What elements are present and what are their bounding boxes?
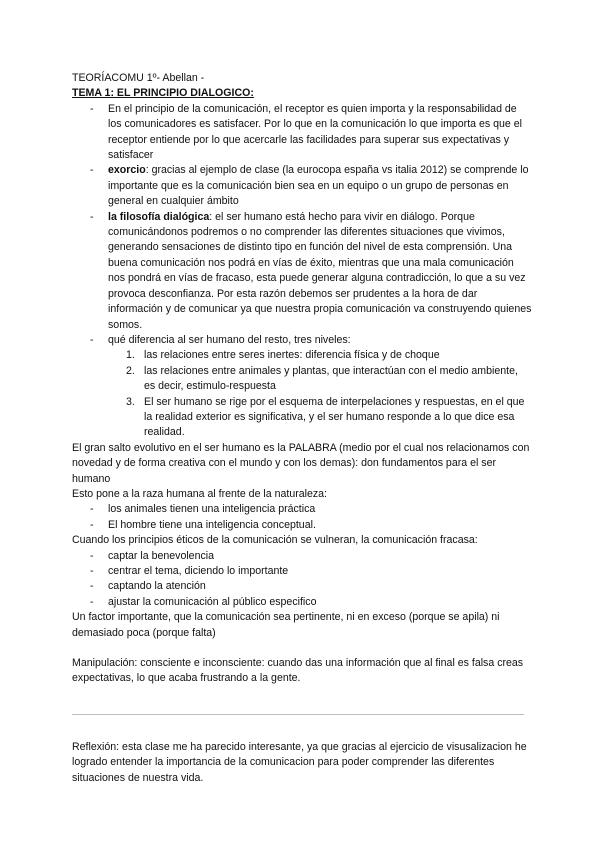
list-item: 2. las relaciones entre animales y plantas, que interactúan con el medio ambiente, es decir, estimulo-respuesta bbox=[126, 364, 518, 393]
list-item: - captar la benevolencia bbox=[72, 549, 532, 564]
list-item: 1. las relaciones entre seres inertes: diferencia física y de choque bbox=[126, 349, 440, 362]
levels-list bbox=[72, 348, 532, 440]
list-item: - captando la atención bbox=[72, 579, 532, 594]
list-item: 3. El ser humano se rige por el esquema de interpelaciones y respuestas, en el que la realidad exterior es significativa, y el ser humano responde a lo que dice esa realidad. bbox=[126, 395, 525, 439]
ethics-intro: Cuando los principios éticos de la comunicación se vulneran, la comunicación fracasa: bbox=[72, 534, 478, 547]
list-item: - ajustar la comunicación al público especifico bbox=[72, 595, 532, 610]
reflection-paragraph: Reflexión: esta clase me ha parecido interesante, ya que gracias al ejercicio de visusalizacion he logrado entender la importancia de la comunicacion para poder comprender las diferentes situaciones de nuestra vida. bbox=[72, 740, 527, 784]
evolution-paragraph: El gran salto evolutivo en el ser humano es la PALABRA (medio por el cual nos relacionamos con novedad y de forma creativa con el mundo y con los demas): don fundamentos para el ser humano bbox=[72, 441, 530, 485]
list-item: - exorcio: gracias al ejemplo de clase (la eurocopa españa vs italia 2012) se comprende lo importante que es la comunicación bien sea en un equipo o un grupo de personas en general en cualquier ámbito bbox=[72, 163, 532, 209]
principle-list bbox=[72, 102, 532, 349]
list-item: - En el principio de la comunicación, el receptor es quien importa y la responsabilidad de los comunicadores es satisfacer. Por lo que en la comunicación lo que importa es que el receptor entiende por lo que acercarle las facilidades para superar sus expectativas y satisfacer bbox=[72, 102, 532, 164]
list-item: - qué diferencia al ser humano del resto, tres niveles: bbox=[72, 333, 532, 348]
topic-title: TEMA 1: EL PRINCIPIO DIALOGICO: bbox=[72, 87, 254, 100]
list-item: - centrar el tema, diciendo lo importante bbox=[72, 564, 532, 579]
manipulation-paragraph: Manipulación: consciente e inconsciente: cuando das una información que al final es falsa creas expectativas, lo que acaba frustrando a la gente. bbox=[72, 657, 524, 685]
pertinence-paragraph: Un factor importante, que la comunicación sea pertinente, ni en exceso (porque se apila) ni demasiado poca (porque falta) bbox=[72, 611, 500, 639]
document-page bbox=[72, 71, 532, 786]
list-item: - los animales tienen una inteligencia práctica bbox=[72, 502, 532, 517]
ethics-list bbox=[72, 549, 532, 611]
list-item: - la filosofía dialógica: el ser humano está hecho para vivir en diálogo. Porque comunicándonos podremos o no comprender las diferentes situaciones que vivimos, generando sensaciones de distinto tipo en función del nivel de esta comprensión. Una buena comunicación nos podrá en vías de éxito, mientras que una mala comunicación nos pondrá en vías de fracaso, esta puede generar alguna contradicción, lo que a su vez provoca desconfianza. Por esta razón debemos ser prudentes a la hora de dar información y de comunicar ya que nuestra propia comunicación va construyendo quienes somos. bbox=[72, 210, 532, 333]
course-line: TEORÍACOMU 1º- Abellan - bbox=[72, 72, 205, 84]
nature-list bbox=[72, 502, 532, 533]
list-item: - El hombre tiene una inteligencia conceptual. bbox=[72, 518, 532, 533]
nature-intro: Esto pone a la raza humana al frente de la naturaleza: bbox=[72, 487, 328, 500]
